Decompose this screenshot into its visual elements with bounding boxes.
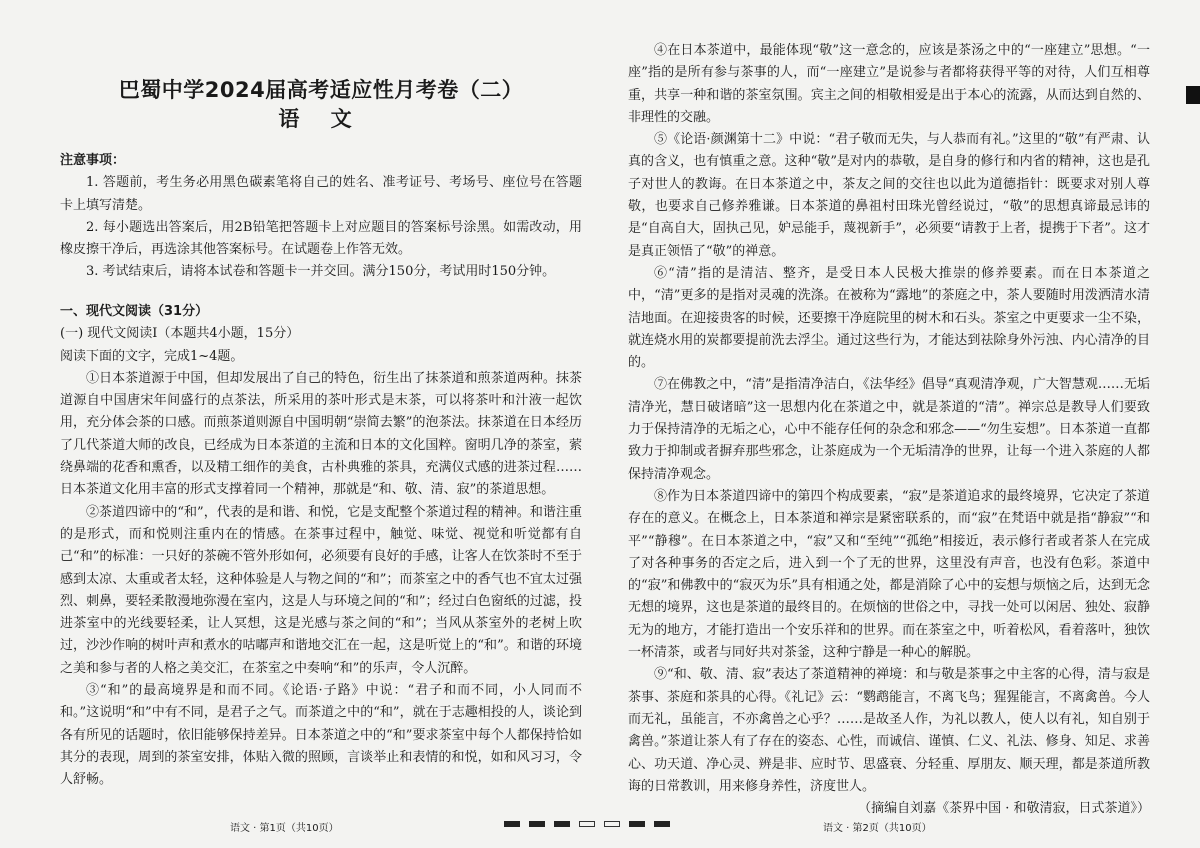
paragraph-3: ③“和”的最高境界是和而不同。《论语·子路》中说：“君子和而不同，小人同而不和。”这说明“和”中有不同，是君子之气。而茶道之中的“和”，就在于志趣相投的人，谈论到各有所见的话题时，依旧能够保持差异。日本茶道之中的“和”要求茶室中每个人都保持恰如其分的表现，周到的茶室安排，体贴入微的照顾，言谈举止和表情的和悦，如和风习习，令人舒畅。 (60, 683, 582, 788)
reading-section (60, 301, 582, 792)
section-heading: 一、现代文阅读（31分） (60, 304, 209, 319)
paragraph-4: ④在日本茶道中，最能体现“敬”这一意念的，应该是茶汤之中的“一座建立”思想。“一座”指的是所有参与茶事的人，而“一座建立”是说参与者都将获得平等的对待，人们互相尊重，共享一种和谐的茶室氛围。宾主之间的相敬相爱是出于本心的流露，从而达到自然的、非理性的交融。 (628, 43, 1150, 125)
notice-item-1: 1. 答题前，考生务必用黑色碳素笔将自己的姓名、准考证号、考场号、座位号在答题卡上填写清楚。 (60, 175, 582, 213)
subject-title: 语 文 (278, 107, 364, 131)
registration-mark (579, 821, 595, 827)
registration-mark (504, 821, 520, 827)
registration-mark (654, 821, 670, 827)
paragraph-5: ⑤《论语·颜渊第十二》中说：“君子敬而无失，与人恭而有礼。”这里的“敬”有严肃、认真的含义，也有慎重之意。这种“敬”是对内的恭敬，是自身的修行和内省的精神，这也是孔子对世人的教诲。在日本茶道之中，茶友之间的交往也以此为道德指针：既要求对别人尊敬，也要求自己修养雅谦。日本茶道的鼻祖村田珠光曾经说过，“敬”的思想真谛最忌讳的是“自高自大，固执己见，妒忌能手，蔑视新手”，必须要“请教于上者，提携于下者”。这才是真正领悟了“敬”的禅意。 (628, 132, 1150, 259)
reading-continued (628, 40, 1150, 820)
registration-mark (554, 821, 570, 827)
notice-item-3: 3. 考试结束后，请将本试卷和答题卡一并交回。满分150分，考试用时150分钟。 (86, 264, 556, 280)
paragraph-8: ⑧作为日本茶道四谛中的第四个构成要素，“寂”是茶道追求的最终境界，它决定了茶道存在的意义。在概念上，日本茶道和禅宗是紧密联系的，而“寂”在梵语中就是指“静寂”“和平”“静穆”。在日本茶道之中，“寂”又和“至纯”“孤绝”相接近，表示修行者或者茶人在完成了对各种事务的否定之后，进入到一个了无的世界，这里没有声音，也没有色彩。茶道中的“寂”和佛教中的“寂灭为乐”具有相通之处，都是消除了心中的妄想与烦恼之后，达到无念无想的境界，这也是茶道的最终目的。在烦恼的世俗之中，寻找一处可以闲居、独处、寂静无为的地方，才能打造出一个安乐祥和的世界。而在茶室之中，听着松风，看着落叶，独饮一杯清茶，或者与同好共对茶釜，这种宁静是一种心的解脱。 (628, 488, 1150, 661)
paragraph-1: ①日本茶道源于中国，但却发展出了自己的特色，衍生出了抹茶道和煎茶道两种。抹茶道源自中国唐宋年间盛行的点茶法，所采用的茶叶形式是末茶，可以将茶叶和汁液一起饮用，充分体会茶的口感。而煎茶道则源自中国明朝“崇简去繁”的泡茶法。抹茶道在日本经历了几代茶道大师的改良，已经成为日本茶道的主流和日本的文化国粹。窗明几净的茶室，萦绕鼻端的花香和熏香，以及精工细作的美食，古朴典雅的茶具，充满仪式感的进茶过程……日本茶道文化用丰富的形式支撑着同一个精神，那就是“和、敬、清、寂”的茶道思想。 (60, 370, 582, 498)
edge-marker (1186, 86, 1200, 104)
page-2-footer: 语文 · 第2页（共10页） (823, 823, 932, 834)
paragraph-2: ②茶道四谛中的“和”，代表的是和谐、和悦，它是支配整个茶道过程的精神。和谐注重的是形式，而和悦则注重内在的情感。在茶事过程中，触觉、味觉、视觉和听觉都有自己“和”的标准：一只好的茶碗不管外形如何，必须要有良好的手感，让客人在饮茶时不至于感到太凉、太重或者太轻，这种体验是人与物之间的“和”；而茶室之中的香气也不宜太过强烈、刺鼻，要轻柔散漫地弥漫在室内，这是人与环境之间的“和”；经过白色窗纸的过滤，投进茶室中的光线要轻柔，让人冥想，这是光感与茶之间的“和”；当风从茶室外的老树上吹过，沙沙作响的树叶声和煮水的咕嘟声和谐地交汇在一起，这是听觉上的“和”。和谐的环境之美和参与者的人格之美交汇，在茶室之中奏响“和”的乐声，令人沉醉。 (60, 504, 582, 676)
notice-item-2: 2. 每小题选出答案后，用2B铅笔把答题卡上对应题目的答案标号涂黑。如需改动，用橡皮擦干净后，再选涂其他答案标号。在试题卷上作答无效。 (60, 219, 582, 258)
paragraph-7: ⑦在佛教之中，“清”是指清净洁白，《法华经》倡导“真观清净观，广大智慧观……无垢清净光，慧日破诸暗”这一思想内化在茶道之中，就是茶道的“清”。禅宗总是教导人们要致力于保持清净的无垢之心，心中不能存任何的杂念和邪念——“勿生妄想”。日本茶道一直都致力于抑制或者摒弃那些邪念，让茶庭成为一个无垢清净的世界，让每一个进入茶庭的人都保持清净观念。 (628, 377, 1150, 482)
registration-marks (504, 821, 670, 827)
page-1-footer: 语文 · 第1页（共10页） (230, 823, 339, 834)
subsection-heading: (一) 现代文阅读Ⅰ（本题共4小题，15分） (60, 326, 300, 342)
notice-section (60, 150, 582, 284)
registration-mark (604, 821, 620, 827)
source-citation: （摘编自刘嘉《茶界中国 · 和敬清寂，日式茶道》） (858, 801, 1150, 817)
registration-mark (629, 821, 645, 827)
instruction: 阅读下面的文字，完成1~4题。 (60, 348, 244, 364)
paragraph-6: ⑥“清”指的是清洁、整齐，是受日本人民极大推崇的修养要素。而在日本茶道之中，“清”更多的是指对灵魂的洗涤。在被称为“露地”的茶庭之中，茶人要随时用泼洒清水清洁地面。在迎接贵客的时候，还要擦干净庭院里的树木和石头。茶室之中更要求一尘不染，就连烧水用的炭都要提前洗去浮尘。通过这些行为，才能达到祛除身外污浊、内心清净的目的。 (628, 265, 1150, 371)
exam-title: 巴蜀中学2024届高考适应性月考卷（二） (118, 78, 524, 102)
paragraph-9: ⑨“和、敬、清、寂”表达了茶道精神的禅境：和与敬是茶事之中主客的心得，清与寂是茶事、茶庭和茶具的心得。《礼记》云：“鹦鹉能言，不离飞鸟；猩猩能言，不离禽兽。今人而无礼，虽能言，不亦禽兽之心乎？……是故圣人作，为礼以教人，使人以有礼，知自别于禽兽。”茶道让茶人有了存在的姿态、心性，而诚信、谨慎、仁义、礼法、修身、知足、求善心、功天道、净心灵、辨是非、应时节、思盛衰、分轻重、厚朋友、顺天理，都是茶道所教诲的日常教训，用来修身养性，济度世人。 (628, 667, 1150, 794)
notice-heading: 注意事项： (60, 153, 126, 168)
registration-mark (529, 821, 545, 827)
